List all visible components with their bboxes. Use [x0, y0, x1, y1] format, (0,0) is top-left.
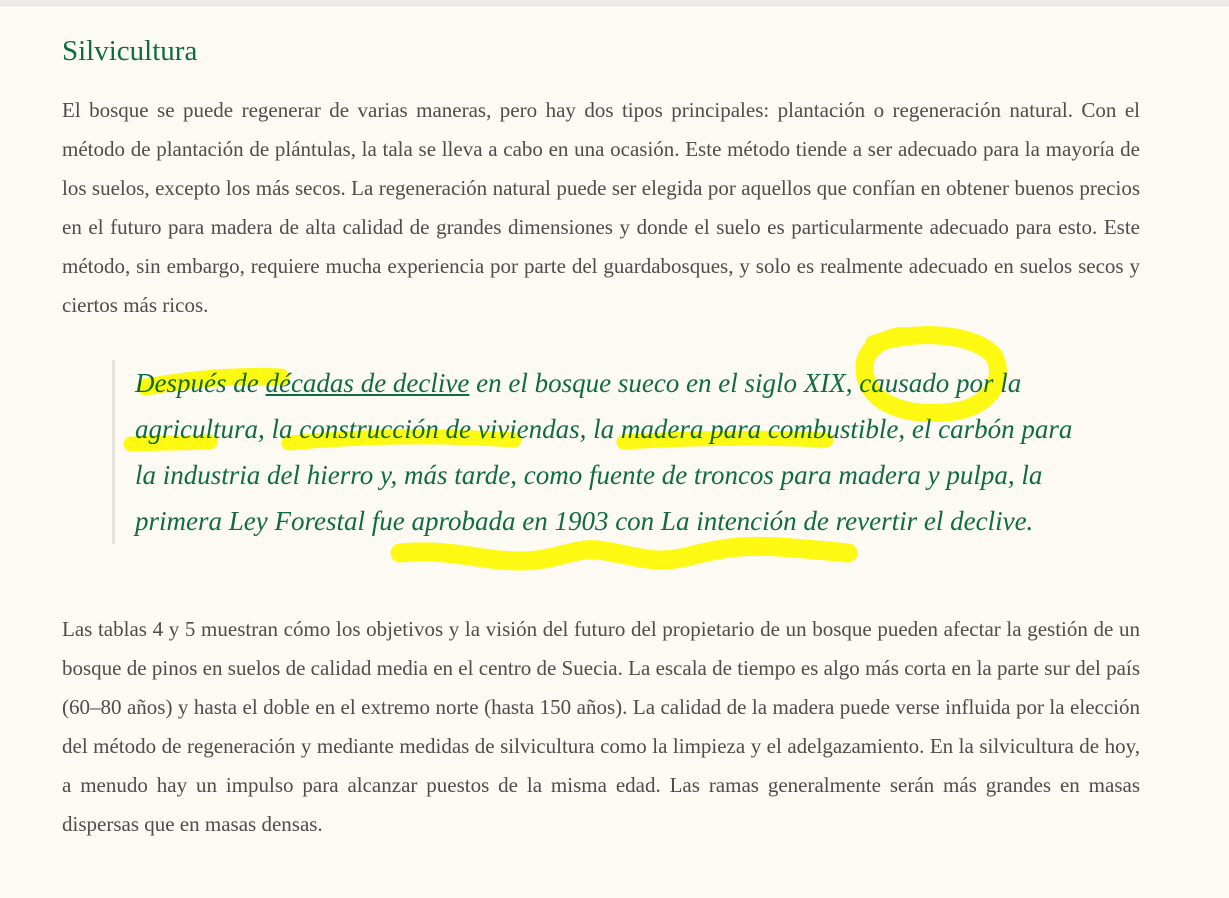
paragraph-forest-management: Las tablas 4 y 5 muestran cómo los objetivos y la visión del futuro del propietario de un bosque pueden afectar la gestión de un bosque de pinos en suelos de calidad media en el centro de Suecia. La escala de tiempo es algo más corta en la parte sur del país (60–80 años) y hasta el doble en el extremo norte (hasta 150 años). La calidad de la madera puede verse influida por la elección del método de regeneración y mediante medidas de silvicultura como la limpieza y el adelgazamiento. En la silvicultura de hoy, a menudo hay un impulso para alcanzar puestos de la misma edad. Las ramas generalmente serán más grandes en masas dispersas que en masas densas.: [62, 617, 1140, 836]
section-title: Silvicultura: [62, 35, 198, 67]
blockquote: [112, 360, 1095, 544]
quote-text-start: Después de: [135, 368, 266, 398]
link-decadas-de-declive[interactable]: décadas de declive: [265, 368, 470, 398]
quote-text: [135, 360, 1095, 544]
highlight-stroke-ley-forestal: [400, 546, 848, 561]
browser-top-strip: [0, 0, 1229, 6]
article-continued: [62, 610, 1140, 844]
quote-text-rest: en el bosque sueco en el siglo XIX, causado por la agricultura, la construcción de viviendas, la madera para combustible, el carbón para la industria del hierro y, más tarde, como fuente de troncos para madera y pulpa, la primera Ley Forestal fue aprobada en 1903 con La intención de revertir el declive.: [135, 368, 1073, 536]
paragraph-regeneration: El bosque se puede regenerar de varias maneras, pero hay dos tipos principales: plantación o regeneración natural. Con el método de plantación de plántulas, la tala se lleva a cabo en una ocasión. Este método tiende a ser adecuado para la mayoría de los suelos, excepto los más secos. La regeneración natural puede ser elegida por aquellos que confían en obtener buenos precios en el futuro para madera de alta calidad de grandes dimensiones y donde el suelo es particularmente adecuado para esto. Este método, sin embargo, requiere mucha experiencia por parte del guardabosques, y solo es realmente adecuado en suelos secos y ciertos más ricos.: [62, 98, 1140, 317]
article: [62, 30, 1140, 325]
